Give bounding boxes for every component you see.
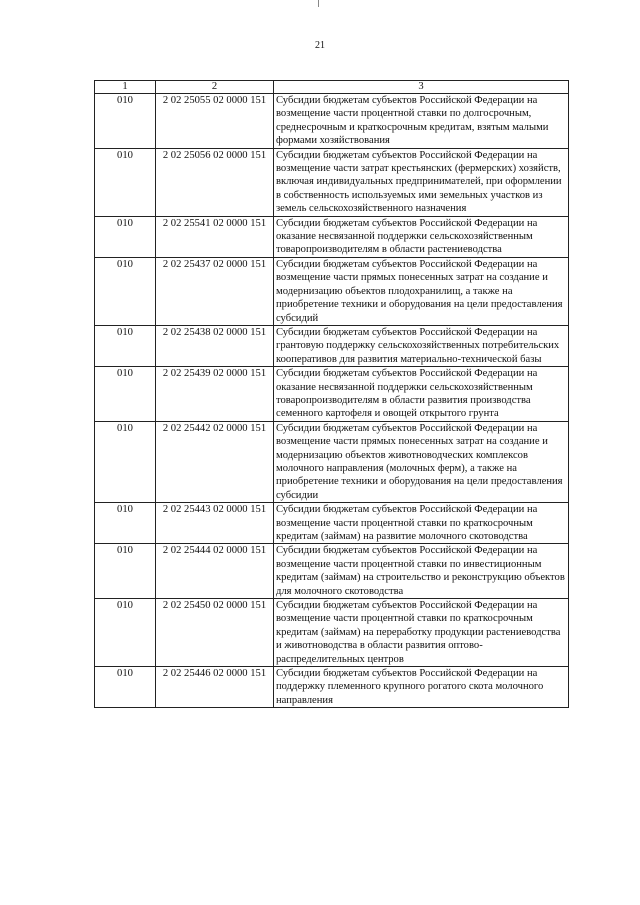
admin-code-cell: 010 — [95, 599, 156, 667]
column-header-3: 3 — [274, 81, 569, 94]
table-row — [95, 421, 569, 502]
revenue-name-cell: Субсидии бюджетам субъектов Российской Федерации на оказание несвязанной поддержки сельскохозяйственным товаропроизводителям в области развития производства семенного картофеля и овощей открытого грунта — [274, 367, 569, 422]
budget-code-cell: 2 02 25541 02 0000 151 — [156, 216, 274, 257]
admin-code-cell: 010 — [95, 503, 156, 544]
revenue-name-cell: Субсидии бюджетам субъектов Российской Федерации на оказание несвязанной поддержки сельскохозяйственным товаропроизводителям в области растениеводства — [274, 216, 569, 257]
table-row — [95, 325, 569, 366]
column-header-1: 1 — [95, 81, 156, 94]
admin-code-cell: 010 — [95, 667, 156, 708]
table-row — [95, 94, 569, 149]
budget-code-cell: 2 02 25446 02 0000 151 — [156, 667, 274, 708]
budget-code-cell: 2 02 25439 02 0000 151 — [156, 367, 274, 422]
table-row — [95, 216, 569, 257]
revenue-name-cell: Субсидии бюджетам субъектов Российской Федерации на поддержку племенного крупного рогатого скота молочного направления — [274, 667, 569, 708]
admin-code-cell: 010 — [95, 148, 156, 216]
budget-code-cell: 2 02 25450 02 0000 151 — [156, 599, 274, 667]
budget-code-cell: 2 02 25442 02 0000 151 — [156, 421, 274, 502]
scan-mark — [318, 0, 319, 7]
budget-code-cell: 2 02 25443 02 0000 151 — [156, 503, 274, 544]
budget-code-cell: 2 02 25055 02 0000 151 — [156, 94, 274, 149]
revenue-name-cell: Субсидии бюджетам субъектов Российской Федерации на возмещение части затрат крестьянских (фермерских) хозяйств, включая индивидуальных предпринимателей, при оформлении в собственность используемых ими земельных участков из земель сельскохозяйственного назначения — [274, 148, 569, 216]
revenue-name-cell: Субсидии бюджетам субъектов Российской Федерации на возмещение части прямых понесенных затрат на создание и модернизацию объектов плодохранилищ, а также на приобретение техники и оборудования на цели предоставления субсидий — [274, 257, 569, 325]
budget-codes-table — [94, 80, 569, 708]
table-row — [95, 544, 569, 599]
admin-code-cell: 010 — [95, 94, 156, 149]
admin-code-cell: 010 — [95, 367, 156, 422]
admin-code-cell: 010 — [95, 421, 156, 502]
budget-code-cell: 2 02 25438 02 0000 151 — [156, 325, 274, 366]
admin-code-cell: 010 — [95, 216, 156, 257]
table-row — [95, 148, 569, 216]
admin-code-cell: 010 — [95, 544, 156, 599]
table-row — [95, 599, 569, 667]
budget-code-cell: 2 02 25444 02 0000 151 — [156, 544, 274, 599]
revenue-name-cell: Субсидии бюджетам субъектов Российской Федерации на возмещение части процентной ставки по краткосрочным кредитам (займам) на развитие молочного скотоводства — [274, 503, 569, 544]
revenue-name-cell: Субсидии бюджетам субъектов Российской Федерации на возмещение части процентной ставки по краткосрочным кредитам (займам) на переработку продукции растениеводства и животноводства в области развития оптово-распределительных центров — [274, 599, 569, 667]
admin-code-cell: 010 — [95, 325, 156, 366]
table-row — [95, 503, 569, 544]
budget-code-cell: 2 02 25056 02 0000 151 — [156, 148, 274, 216]
revenue-name-cell: Субсидии бюджетам субъектов Российской Федерации на возмещение части прямых понесенных затрат на создание и модернизацию объектов животноводческих комплексов молочного направления (молочных ферм), а также на приобретение техники и оборудования на цели предоставления субсидии — [274, 421, 569, 502]
admin-code-cell: 010 — [95, 257, 156, 325]
table-row — [95, 667, 569, 708]
revenue-name-cell: Субсидии бюджетам субъектов Российской Федерации на возмещение части процентной ставки по долгосрочным, среднесрочным и краткосрочным кредитам, взятым малыми формами хозяйствования — [274, 94, 569, 149]
revenue-name-cell: Субсидии бюджетам субъектов Российской Федерации на возмещение части процентной ставки по инвестиционным кредитам (займам) на строительство и реконструкцию объектов для молочного скотоводства — [274, 544, 569, 599]
column-header-2: 2 — [156, 81, 274, 94]
table-row — [95, 257, 569, 325]
page-number: 21 — [315, 40, 325, 51]
budget-code-cell: 2 02 25437 02 0000 151 — [156, 257, 274, 325]
header-row — [95, 81, 569, 94]
table-row — [95, 367, 569, 422]
revenue-name-cell: Субсидии бюджетам субъектов Российской Федерации на грантовую поддержку сельскохозяйственных потребительских кооперативов для развития материально-технической базы — [274, 325, 569, 366]
